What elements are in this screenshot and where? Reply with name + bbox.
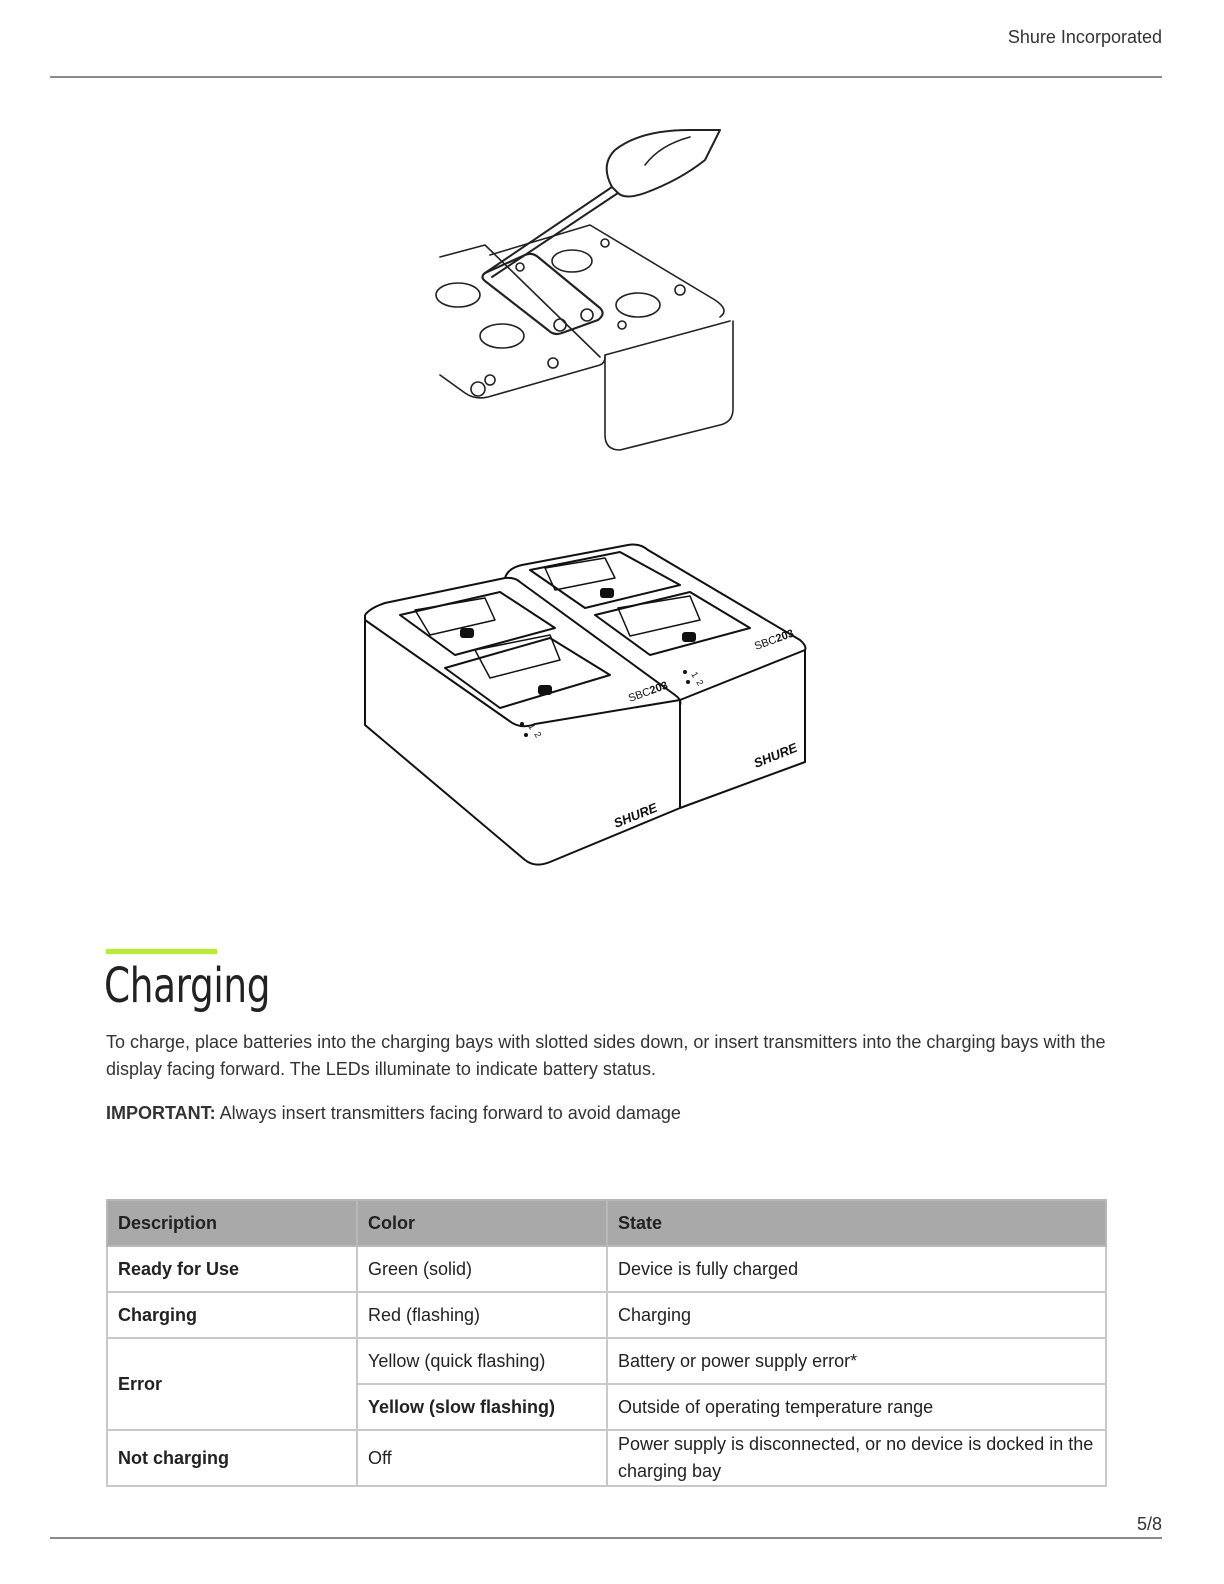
- row-state: Power supply is disconnected, or no device is docked in the charging bay: [607, 1430, 1106, 1486]
- model-number-right: 203: [774, 627, 796, 646]
- column-header-state: State: [607, 1200, 1106, 1246]
- screwdriver-base-plate-illustration: [430, 125, 750, 470]
- bay-1-label-right: 1: [689, 670, 701, 680]
- table-row: [107, 1338, 1106, 1384]
- row-description: Error: [107, 1338, 357, 1430]
- brand-logo-right: SHURE: [751, 739, 800, 771]
- row-state: Battery or power supply error*: [607, 1338, 1106, 1384]
- svg-text:SBC203: [753, 628, 796, 653]
- table-header-row: [107, 1200, 1106, 1246]
- table-row: [107, 1430, 1106, 1486]
- brand-logo-left: SHURE: [611, 799, 660, 831]
- important-note: [106, 1100, 1116, 1127]
- row-color: Off: [357, 1430, 607, 1486]
- bay-2-label-left: 2: [532, 730, 544, 740]
- header-rule: [50, 76, 1162, 78]
- row-color: Green (solid): [357, 1246, 607, 1292]
- row-color: Red (flashing): [357, 1292, 607, 1338]
- dual-charger-illustration: [360, 540, 815, 870]
- footer-rule: [50, 1537, 1162, 1539]
- model-label-right: SBC: [752, 633, 779, 653]
- bay-2-label-right: 2: [694, 678, 706, 688]
- header-company-name: Shure Incorporated: [1007, 27, 1162, 47]
- column-header-color: Color: [357, 1200, 607, 1246]
- section-title: Charging: [104, 958, 271, 1014]
- row-color: Yellow (quick flashing): [357, 1338, 607, 1384]
- led-status-table: [106, 1199, 1107, 1487]
- model-label-left: SBC: [626, 685, 653, 705]
- row-color: Yellow (slow flashing): [357, 1384, 607, 1430]
- row-state: Outside of operating temperature range: [607, 1384, 1106, 1430]
- bay-1-label-left: 1: [526, 722, 538, 732]
- row-description: Not charging: [107, 1430, 357, 1486]
- page-number: 5/8: [1136, 1514, 1162, 1534]
- model-number-left: 203: [648, 679, 670, 698]
- important-text: Always insert transmitters facing forward to avoid damage: [215, 1103, 681, 1123]
- table-row: [107, 1292, 1106, 1338]
- svg-text:SBC203: [627, 680, 670, 705]
- row-state: Charging: [607, 1292, 1106, 1338]
- column-header-description: Description: [107, 1200, 357, 1246]
- row-description: Ready for Use: [107, 1246, 357, 1292]
- row-state: Device is fully charged: [607, 1246, 1106, 1292]
- row-description: Charging: [107, 1292, 357, 1338]
- table-row: [107, 1246, 1106, 1292]
- section-accent-bar: [106, 949, 217, 954]
- important-label: IMPORTANT:: [106, 1103, 216, 1123]
- charging-description: To charge, place batteries into the charging bays with slotted sides down, or insert transmitters into the charging bays with the display facing forward. The LEDs illuminate to indicate battery status.: [106, 1032, 1106, 1079]
